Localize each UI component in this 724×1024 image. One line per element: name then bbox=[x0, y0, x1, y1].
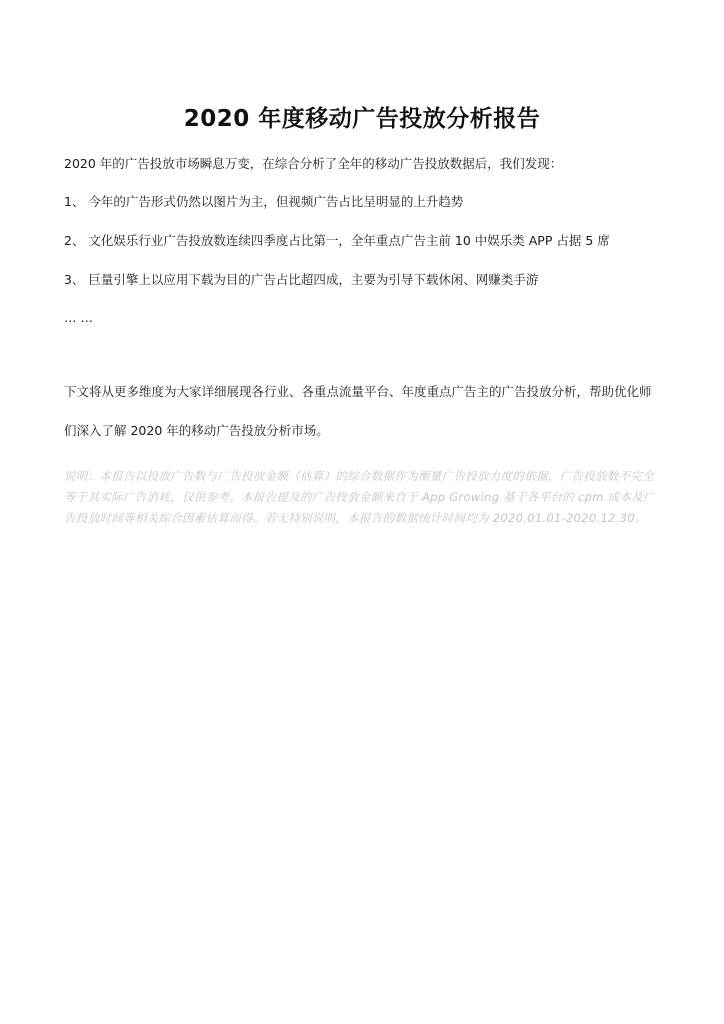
intro-paragraph: 2020 年的广告投放市场瞬息万变，在综合分析了全年的移动广告投放数据后，我们发现： bbox=[64, 156, 563, 171]
summary-line-2: 们深入了解 2020 年的移动广告投放分析市场。 bbox=[64, 423, 329, 438]
summary-line-1: 下文将从更多维度为大家详细展现各行业、各重点流量平台、年度重点广告主的广告投放分析，帮助优化师 bbox=[64, 384, 652, 399]
disclaimer-note: 说明：本报告以投放广告数与广告投放金额（估算）的综合数据作为衡量广告投放力度的依据，广告投放数不完全等于其实际广告消耗，仅供参考。本报告提及的广告投放金额来自于 App Growing 基于各平台的 cpm 成本及广告投放时间等相关综合因素估算而得。若无特别说明，本报告的数据统计时间均为 2020.01.01-2020.12.30。 bbox=[64, 469, 655, 525]
ellipsis-text: … … bbox=[64, 310, 93, 325]
finding-item-3: 3、 巨量引擎上以应用下载为目的广告占比超四成，主要为引导下载休闲、网赚类手游 bbox=[64, 272, 539, 287]
finding-item-1: 1、 今年的广告形式仍然以图片为主，但视频广告占比呈明显的上升趋势 bbox=[64, 194, 464, 209]
report-title: 2020 年度移动广告投放分析报告 bbox=[183, 106, 541, 132]
finding-item-2: 2、 文化娱乐行业广告投放数连续四季度占比第一，全年重点广告主前 10 中娱乐类 APP 占据 5 席 bbox=[64, 233, 610, 248]
